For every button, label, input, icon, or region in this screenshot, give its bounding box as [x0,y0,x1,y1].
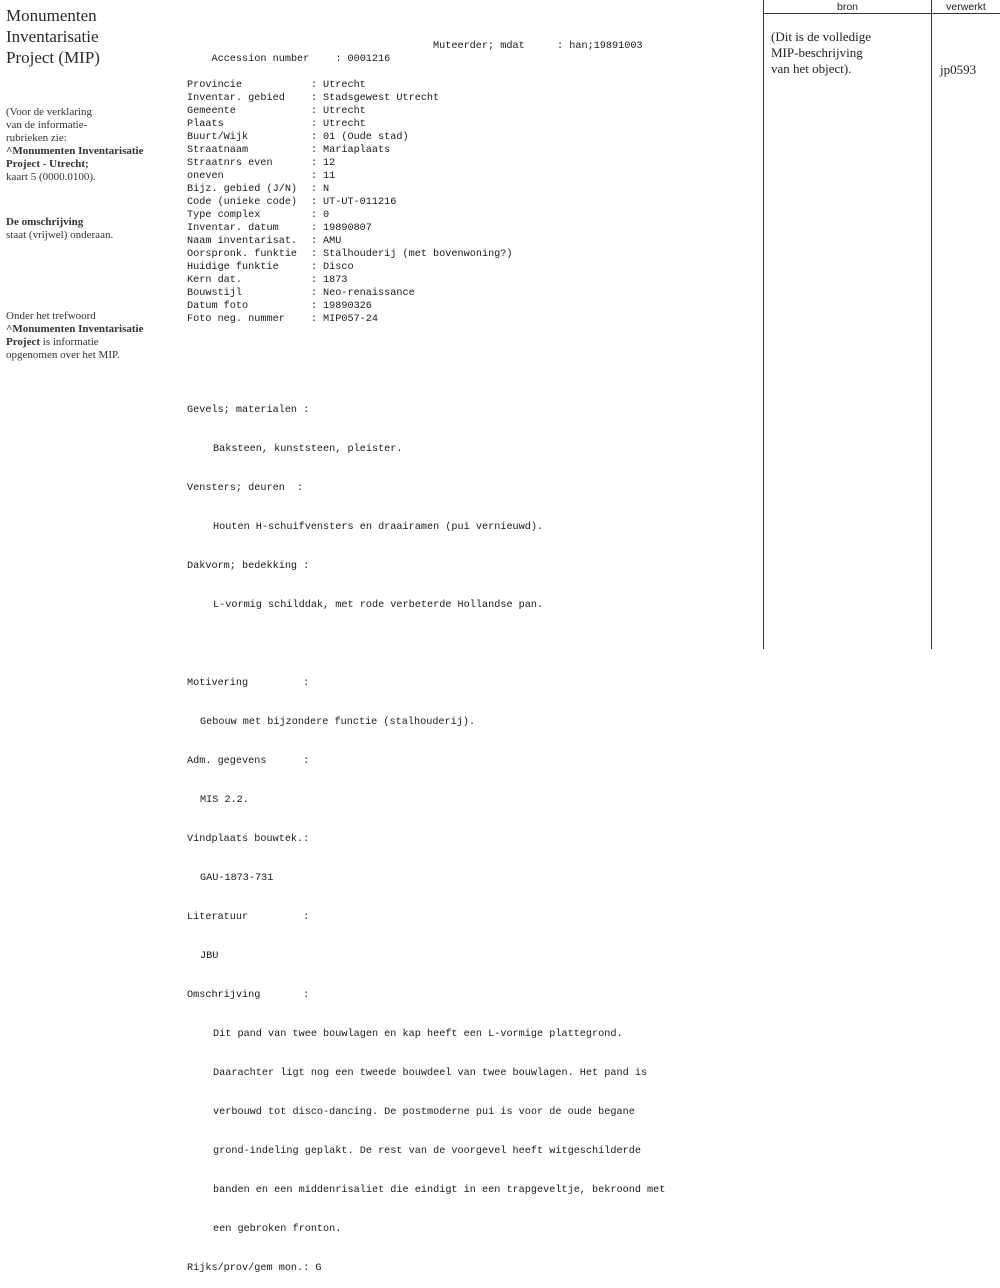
bron-line-2: MIP-beschrijving [771,45,863,60]
note2-line1: De omschrijving [6,216,84,228]
field-value: 19890807 [323,223,372,234]
omschrijving-line-4: grond-indeling geplakt. De rest van de voorgevel heeft witgeschilderde [213,1146,641,1157]
note3-line3-rest: is informatie [40,336,99,348]
field-label: Huidige funktie [187,262,279,273]
field-value: 19890326 [323,301,372,312]
field-label: Plaats [187,119,224,130]
record-field-row: Naam inventarisat. : AMU [187,236,342,247]
table-header-line [764,13,1000,14]
field-label: Inventar. gebied [187,93,285,104]
field-label: Foto neg. nummer [187,314,285,325]
accession-value: 0001216 [347,54,391,65]
record-field-row: Buurt/Wijk : 01 (Oude stad) [187,132,409,143]
page-title [6,5,156,68]
record-field-row: Inventar. datum : 19890807 [187,223,372,234]
field-label: Oorspronk. funktie [187,249,298,260]
col-header-verwerkt: verwerkt [946,1,986,13]
record-field-row: Type complex : 0 [187,210,330,221]
record-field-row: Kern dat. : 1873 [187,275,348,286]
motivering-label: Motivering : [187,678,310,689]
field-value: MIP057-24 [323,314,379,325]
field-label: Inventar. datum [187,223,279,234]
record-field-row: Inventar. gebied : Stadsgewest Utrecht [187,93,440,104]
title-line-3: Project (MIP) [6,48,100,67]
record-field-row: Oorspronk. funktie : Stalhouderij (met bovenwoning?) [187,249,513,260]
note1-line6: kaart 5 (0000.0100). [6,171,96,183]
note1-line5: Project - Utrecht; [6,158,89,170]
note1-line2: van de informatie- [6,119,88,131]
adm-value: MIS 2.2. [200,795,249,806]
record-field-row: Foto neg. nummer : MIP057-24 [187,314,379,325]
rijks-row [187,1262,747,1275]
omschrijving-line-3: verbouwd tot disco-dancing. De postmoderne pui is voor de oude begane [213,1107,635,1118]
record-field-row: Bijz. gebied (J/N) : N [187,184,330,195]
adm-label: Adm. gegevens : [187,756,310,767]
table-column-divider [931,0,932,649]
vindplaats-label: Vindplaats bouwtek.: [187,834,310,845]
explanation-note [6,106,166,184]
field-value: Neo-renaissance [323,288,415,299]
field-value: AMU [323,236,342,247]
gevels-value: Baksteen, kunststeen, pleister. [213,444,403,455]
description-note [6,216,166,242]
field-label: Bijz. gebied (J/N) [187,184,298,195]
record-field-row: Gemeente : Utrecht [187,106,366,117]
field-value: Utrecht [323,119,366,130]
dakvorm-value: L-vormig schilddak, met rode verbeterde Hollandse pan. [213,600,544,611]
field-label: Code (unieke code) [187,197,298,208]
field-value: Mariaplaats [323,145,391,156]
record-field-row: Datum foto : 19890326 [187,301,372,312]
field-value: 11 [323,171,336,182]
bron-cell [771,29,921,77]
mip-record [187,14,747,1288]
vindplaats-value: GAU-1873-731 [200,873,274,884]
record-field-row: oneven : 11 [187,171,336,182]
bron-line-1: (Dit is de volledige [771,29,872,44]
verwerkt-cell: jp0593 [940,62,977,77]
motivering-value: Gebouw met bijzondere functie (stalhouderij). [200,717,476,728]
field-value: N [323,184,330,195]
field-value: UT-UT-011216 [323,197,397,208]
record-field-row: Provincie : Utrecht [187,80,366,91]
record-field-row: Bouwstijl : Neo-renaissance [187,288,415,299]
record-field-row: Straatnrs even : 12 [187,158,336,169]
omschrijving-line-2: Daarachter ligt nog een tweede bouwdeel van twee bouwlagen. Het pand is [213,1068,648,1079]
accession-label: Accession number [211,54,310,65]
field-value: Utrecht [323,106,366,117]
note3-line1: Onder het trefwoord [6,310,96,322]
rijks-value: G [315,1263,322,1274]
field-label: Buurt/Wijk [187,132,249,143]
field-label: Straatnaam [187,145,249,156]
record-field-row: Plaats : Utrecht [187,119,366,130]
field-label: Gemeente [187,106,236,117]
keyword-note [6,310,166,362]
record-field-row: Huidige funktie : Disco [187,262,354,273]
note2-line2: staat (vrijwel) onderaan. [6,229,114,241]
bron-line-3: van het object). [771,61,852,76]
field-value: Disco [323,262,354,273]
gevels-label: Gevels; materialen : [187,405,310,416]
note1-line3: rubrieken zie: [6,132,67,144]
record-fields [187,79,747,326]
literatuur-value: JBU [200,951,219,962]
field-label: Provincie [187,80,243,91]
field-label: oneven [187,171,224,182]
field-label: Bouwstijl [187,288,243,299]
omschrijving-line-1: Dit pand van twee bouwlagen en kap heeft een L-vormige plattegrond. [213,1029,623,1040]
note3-line4: opgenomen over het MIP. [6,349,120,361]
note3-line2: ^Monumenten Inventarisatie [6,323,144,335]
note1-line1: (Voor de verklaring [6,106,92,118]
title-line-1: Monumenten [6,6,97,25]
field-label: Type complex [187,210,261,221]
literatuur-label: Literatuur : [187,912,310,923]
omschrijving-line-5: banden en een middenrisaliet die eindigt in een trapgeveltje, bekroond met [213,1185,666,1196]
field-value: 01 (Oude stad) [323,132,409,143]
vensters-label: Vensters; deuren : [187,483,304,494]
omschrijving-label: Omschrijving : [187,990,310,1001]
vensters-value: Houten H-schuifvensters en draairamen (pui vernieuwd). [213,522,544,533]
muteerder-label: Muteerder; mdat [433,41,525,52]
field-value: Stadsgewest Utrecht [323,93,440,104]
rijks-label: Rijks/prov/gem mon.: [187,1263,310,1274]
dakvorm-label: Dakvorm; bedekking : [187,561,310,572]
note1-line4: ^Monumenten Inventarisatie [6,145,144,157]
record-field-row: Straatnaam : Mariaplaats [187,145,391,156]
table-left-border [763,0,764,649]
record-header: Accession number : 0001216 Muteerder; mdat : han;19891003 [211,41,643,65]
field-label: Straatnrs even [187,158,273,169]
title-line-2: Inventarisatie [6,27,99,46]
field-label: Naam inventarisat. [187,236,298,247]
field-label: Kern dat. [187,275,243,286]
omschrijving-line-6: een gebroken fronton. [213,1224,342,1235]
field-value: Stalhouderij (met bovenwoning?) [323,249,513,260]
field-value: 0 [323,210,330,221]
muteerder-value: han;19891003 [569,41,643,52]
record-field-row: Code (unieke code) : UT-UT-011216 [187,197,397,208]
col-header-bron: bron [836,1,858,13]
field-value: Utrecht [323,80,366,91]
field-label: Datum foto [187,301,249,312]
note3-line3-bold: Project [6,336,40,348]
field-value: 1873 [323,275,348,286]
field-value: 12 [323,158,336,169]
